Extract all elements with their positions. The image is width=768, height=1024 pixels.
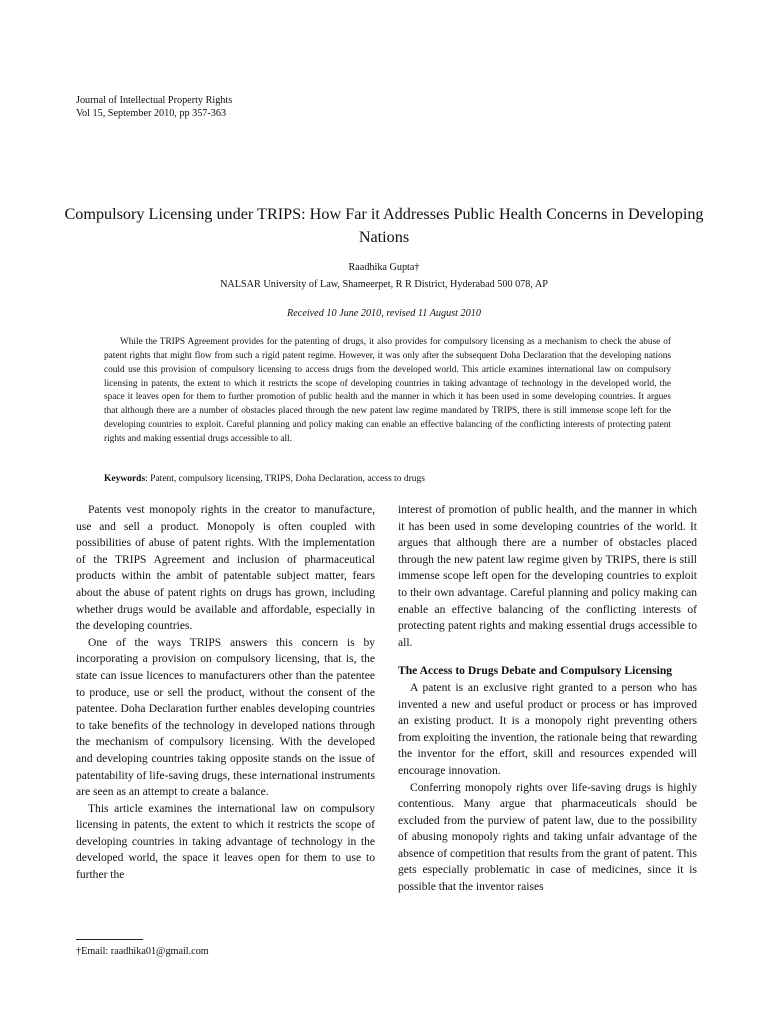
body-paragraph-continuation: interest of promotion of public health, and the manner in which it has been used in some developing countries of the world. It argues that although there are a number of obstacles placed through the new patent law regime given by TRIPS, there is still immense scope left open for the developing countries to exploit to their own advantage. Careful planning and policy making can enable an effective balancing of the conflicting interests of protecting patent rights and making essential drugs accessible to all. bbox=[398, 504, 697, 649]
body-paragraph: Patents vest monopoly rights in the creator to manufacture, use and sell a product. Monopoly is often coupled with possibilities of abuse of patent rights. With the implementation of the TRIPS Agreement and inclusion of pharmaceutical products within the ambit of patentable subject matter, fears about the abuse of patent rights on drugs has grown, including whether drugs would be available and affordable, especially in the developing countries. bbox=[76, 504, 375, 633]
keywords bbox=[104, 474, 425, 484]
body-paragraph: Conferring monopoly rights over life-saving drugs is highly contentious. Many argue that pharmaceuticals should be excluded from the purview of patent law, due to the possibility of abusing monopoly rights and taking unfair advantage of the absence of competition that results from the grant of patent. This gets especially problematic in case of medicines, since it is possible that the inventor raises bbox=[398, 781, 697, 894]
body-column-right bbox=[398, 502, 697, 896]
abstract bbox=[104, 336, 671, 447]
footnote: †Email: raadhika01@gmail.com bbox=[76, 946, 209, 957]
keywords-text: : Patent, compulsory licensing, TRIPS, Doha Declaration, access to drugs bbox=[145, 474, 425, 484]
affiliation: NALSAR University of Law, Shameerpet, R R District, Hyderabad 500 078, AP bbox=[220, 279, 548, 290]
author: Raadhika Gupta† bbox=[348, 262, 420, 273]
footnote-rule bbox=[76, 939, 143, 940]
journal-header bbox=[76, 95, 232, 120]
article-title: Compulsory Licensing under TRIPS: How Far it Addresses Public Health Concerns in Developing Nations bbox=[64, 205, 704, 246]
section-heading: The Access to Drugs Debate and Compulsory Licensing bbox=[398, 664, 673, 678]
body-paragraph: A patent is an exclusive right granted to a person who has invented a new and useful product or process or has improved an existing product. It is a monopoly right preventing others from exploiting the invention, the rationale being that rewarding the inventor for the effort, skill and resources expended will encourage innovation. bbox=[398, 681, 697, 777]
body-column-left bbox=[76, 502, 375, 884]
abstract-text: While the TRIPS Agreement provides for the patenting of drugs, it also provides for compulsory licensing as a mechanism to check the abuse of patent rights that might flow from such a rigid patent regime. However, it was only after the subsequent Doha Declaration that the developing nations could use this provision of compulsory licensing to access drugs from the developed world. This article examines international law on compulsory licensing in patents, the extent to which it restricts the scope of developing countries in taking advantage of technology in the developed world, the space it leaves open for them to further promotion of public health and the manner in which it has been used in some developing countries. It argues that although there are a number of obstacles placed through the new patent law regime mandated by TRIPS, there is still immense scope left for the developing countries to exploit. Careful planning and policy making can enable an effective balancing of the conflicting interests of protecting patent rights and making essential drugs accessible to all. bbox=[104, 337, 671, 444]
body-paragraph: This article examines the international law on compulsory licensing in patents, the extent to which it restricts the scope of developing countries in taking advantage of technology in the developed world, the space it leaves open for them to use to further the bbox=[76, 802, 375, 882]
body-paragraph: One of the ways TRIPS answers this concern is by incorporating a provision on compulsory licensing, that is, the state can issue licences to manufacturers other than the patentee to produce, use or sell the product, without the consent of the patentee. Doha Declaration further enables developing countries to take benefits of the technology in developed nations through the mechanism of compulsory licensing. With the developed and developing countries taking opposite stands on the issue of patentability of life-saving drugs, these international instruments are seen as an attempt to create a balance. bbox=[76, 636, 375, 799]
journal-name: Journal of Intellectual Property Rights bbox=[76, 95, 233, 106]
received-dates: Received 10 June 2010, revised 11 August 2010 bbox=[287, 308, 481, 319]
journal-volume: Vol 15, September 2010, pp 357-363 bbox=[76, 107, 227, 119]
keywords-label: Keywords bbox=[104, 474, 146, 484]
